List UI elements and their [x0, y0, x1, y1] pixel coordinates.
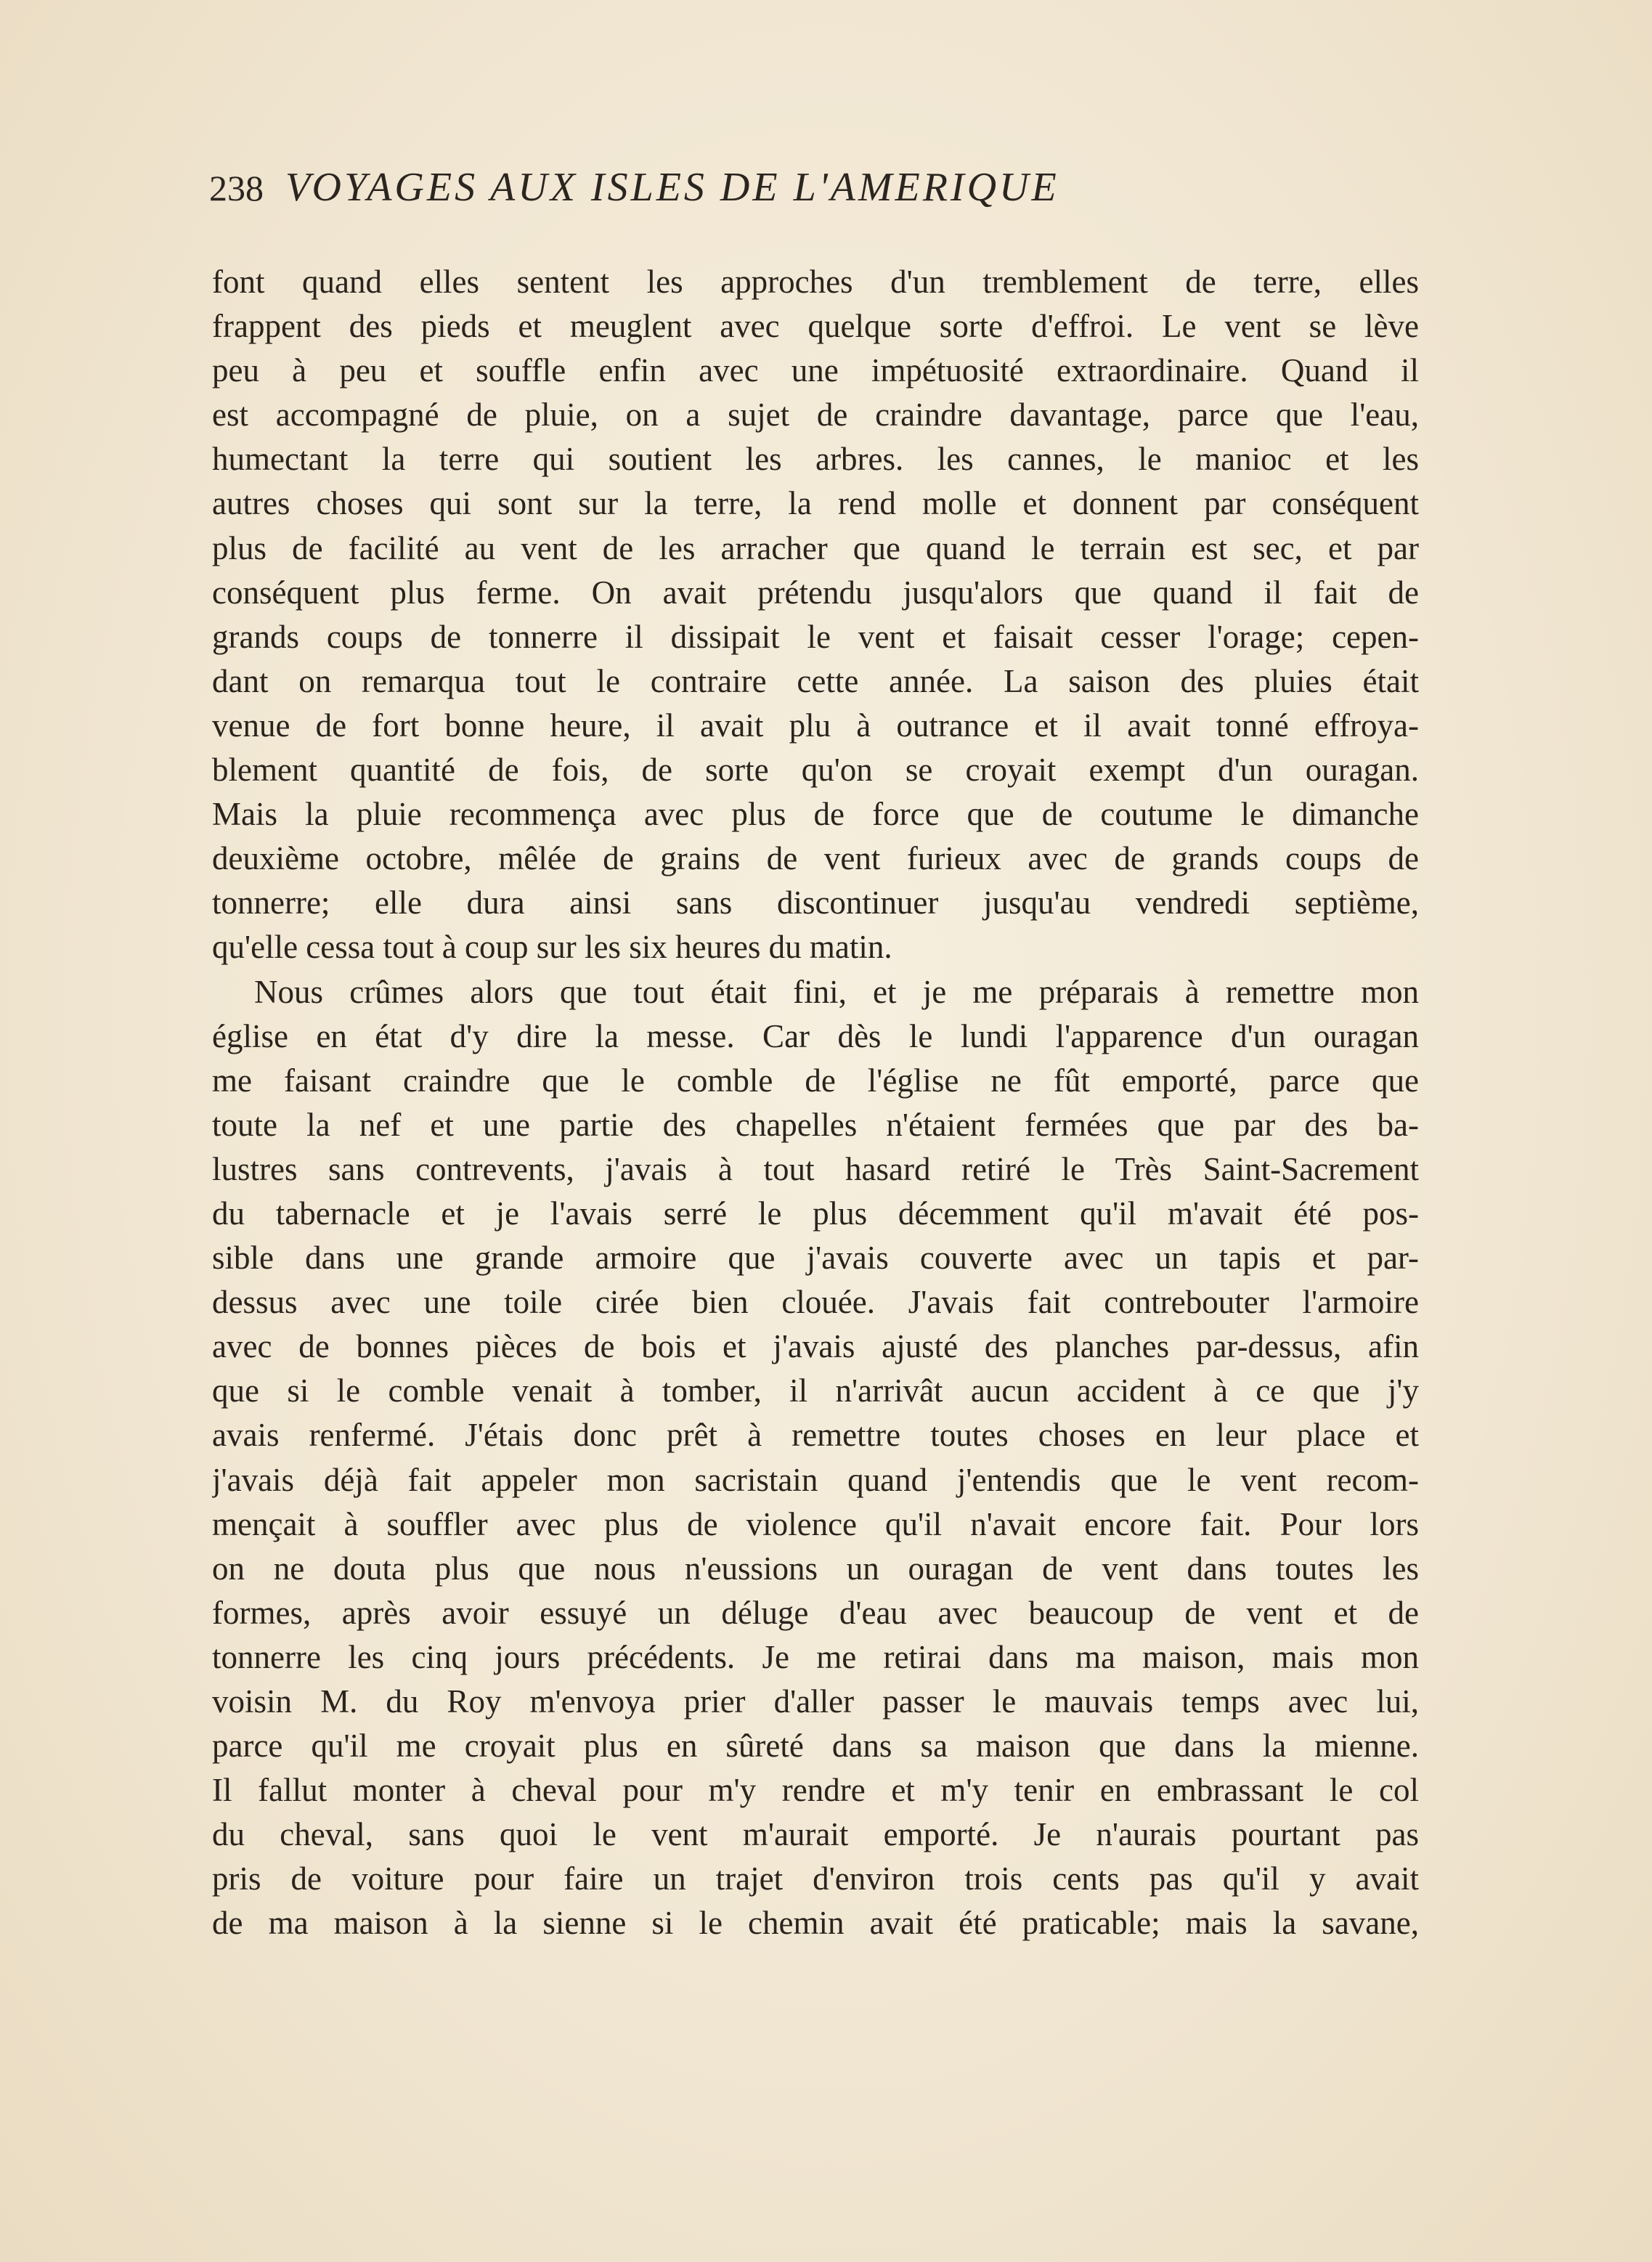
text-line: que si le comble venait à tomber, il n'arrivât aucun accident à ce que j'y: [212, 1372, 1419, 1409]
text-line: plus de facilité au vent de les arracher que quand le terrain est sec, et par: [212, 529, 1419, 566]
text-line: du tabernacle et je l'avais serré le plus décemment qu'il m'avait été pos-: [212, 1195, 1419, 1232]
text-line: peu à peu et souffle enfin avec une impétuosité extraordinaire. Quand il: [212, 352, 1419, 389]
text-line: Mais la pluie recommença avec plus de force que de coutume le dimanche: [212, 796, 1419, 833]
paragraph-1: [212, 260, 1419, 970]
text-line: Nous crûmes alors que tout était fini, et je me préparais à remettre mon: [254, 973, 1419, 1010]
text-line: frappent des pieds et meuglent avec quelque sorte d'effroi. Le vent se lève: [212, 308, 1419, 345]
running-title: VOYAGES AUX ISLES DE L'AMERIQUE: [285, 165, 1059, 210]
paragraph-2: [212, 970, 1419, 1946]
text-line: toute la nef et une partie des chapelles n'étaient fermées que par des ba-: [212, 1106, 1419, 1143]
text-line: du cheval, sans quoi le vent m'aurait emporté. Je n'aurais pourtant pas: [212, 1816, 1419, 1853]
text-line: avais renfermé. J'étais donc prêt à remettre toutes choses en leur place et: [212, 1417, 1419, 1454]
text-line: font quand elles sentent les approches d'un tremblement de terre, elles: [212, 264, 1419, 300]
text-line: autres choses qui sont sur la terre, la rend molle et donnent par conséquent: [212, 485, 1419, 522]
text-line: sible dans une grande armoire que j'avais couverte avec un tapis et par-: [212, 1240, 1419, 1277]
text-line: Il fallut monter à cheval pour m'y rendre et m'y tenir en embrassant le col: [212, 1772, 1419, 1809]
text-line: humectant la terre qui soutient les arbres. les cannes, le manioc et les: [212, 441, 1419, 478]
text-line: qu'elle cessa tout à coup sur les six heures du matin.: [212, 929, 892, 966]
text-line: on ne douta plus que nous n'eussions un ouragan de vent dans toutes les: [212, 1550, 1419, 1587]
text-line: venue de fort bonne heure, il avait plu à outrance et il avait tonné effroya-: [212, 707, 1419, 744]
text-line: église en état d'y dire la messe. Car dès le lundi l'apparence d'un ouragan: [212, 1017, 1419, 1054]
text-line: pris de voiture pour faire un trajet d'environ trois cents pas qu'il y avait: [212, 1860, 1419, 1897]
text-line: me faisant craindre que le comble de l'église ne fût emporté, parce que: [212, 1062, 1419, 1099]
page-header: [209, 164, 1444, 229]
text-line: de ma maison à la sienne si le chemin avait été praticable; mais la savane,: [212, 1905, 1419, 1942]
text-line: blement quantité de fois, de sorte qu'on se croyait exempt d'un ouragan.: [212, 752, 1419, 789]
text-line: parce qu'il me croyait plus en sûreté dans sa maison que dans la mienne.: [212, 1728, 1419, 1765]
text-line: tonnerre les cinq jours précédents. Je me retirai dans ma maison, mais mon: [212, 1638, 1419, 1675]
text-line: est accompagné de pluie, on a sujet de craindre davantage, parce que l'eau,: [212, 396, 1419, 434]
text-line: tonnerre; elle dura ainsi sans discontinuer jusqu'au vendredi septième,: [212, 884, 1419, 922]
text-line: voisin M. du Roy m'envoya prier d'aller passer le mauvais temps avec lui,: [212, 1683, 1419, 1720]
text-line: formes, après avoir essuyé un déluge d'eau avec beaucoup de vent et de: [212, 1594, 1419, 1631]
page-number: 238: [209, 168, 264, 208]
text-line: deuxième octobre, mêlée de grains de vent furieux avec de grands coups de: [212, 840, 1419, 877]
text-line: conséquent plus ferme. On avait prétendu jusqu'alors que quand il fait de: [212, 574, 1419, 611]
text-line: grands coups de tonnerre il dissipait le vent et faisait cesser l'orage; cepen-: [212, 618, 1419, 655]
text-line: lustres sans contrevents, j'avais à tout hasard retiré le Très Saint-Sacrement: [212, 1150, 1419, 1187]
text-line: dant on remarqua tout le contraire cette année. La saison des pluies était: [212, 662, 1419, 699]
text-line: mençait à souffler avec plus de violence qu'il n'avait encore fait. Pour lors: [212, 1505, 1419, 1542]
text-line: avec de bonnes pièces de bois et j'avais ajusté des planches par-dessus, afin: [212, 1328, 1419, 1365]
text-line: j'avais déjà fait appeler mon sacristain quand j'entendis que le vent recom-: [212, 1461, 1419, 1498]
body-text: [212, 260, 1419, 1946]
text-line: dessus avec une toile cirée bien clouée. J'avais fait contrebouter l'armoire: [212, 1284, 1419, 1321]
